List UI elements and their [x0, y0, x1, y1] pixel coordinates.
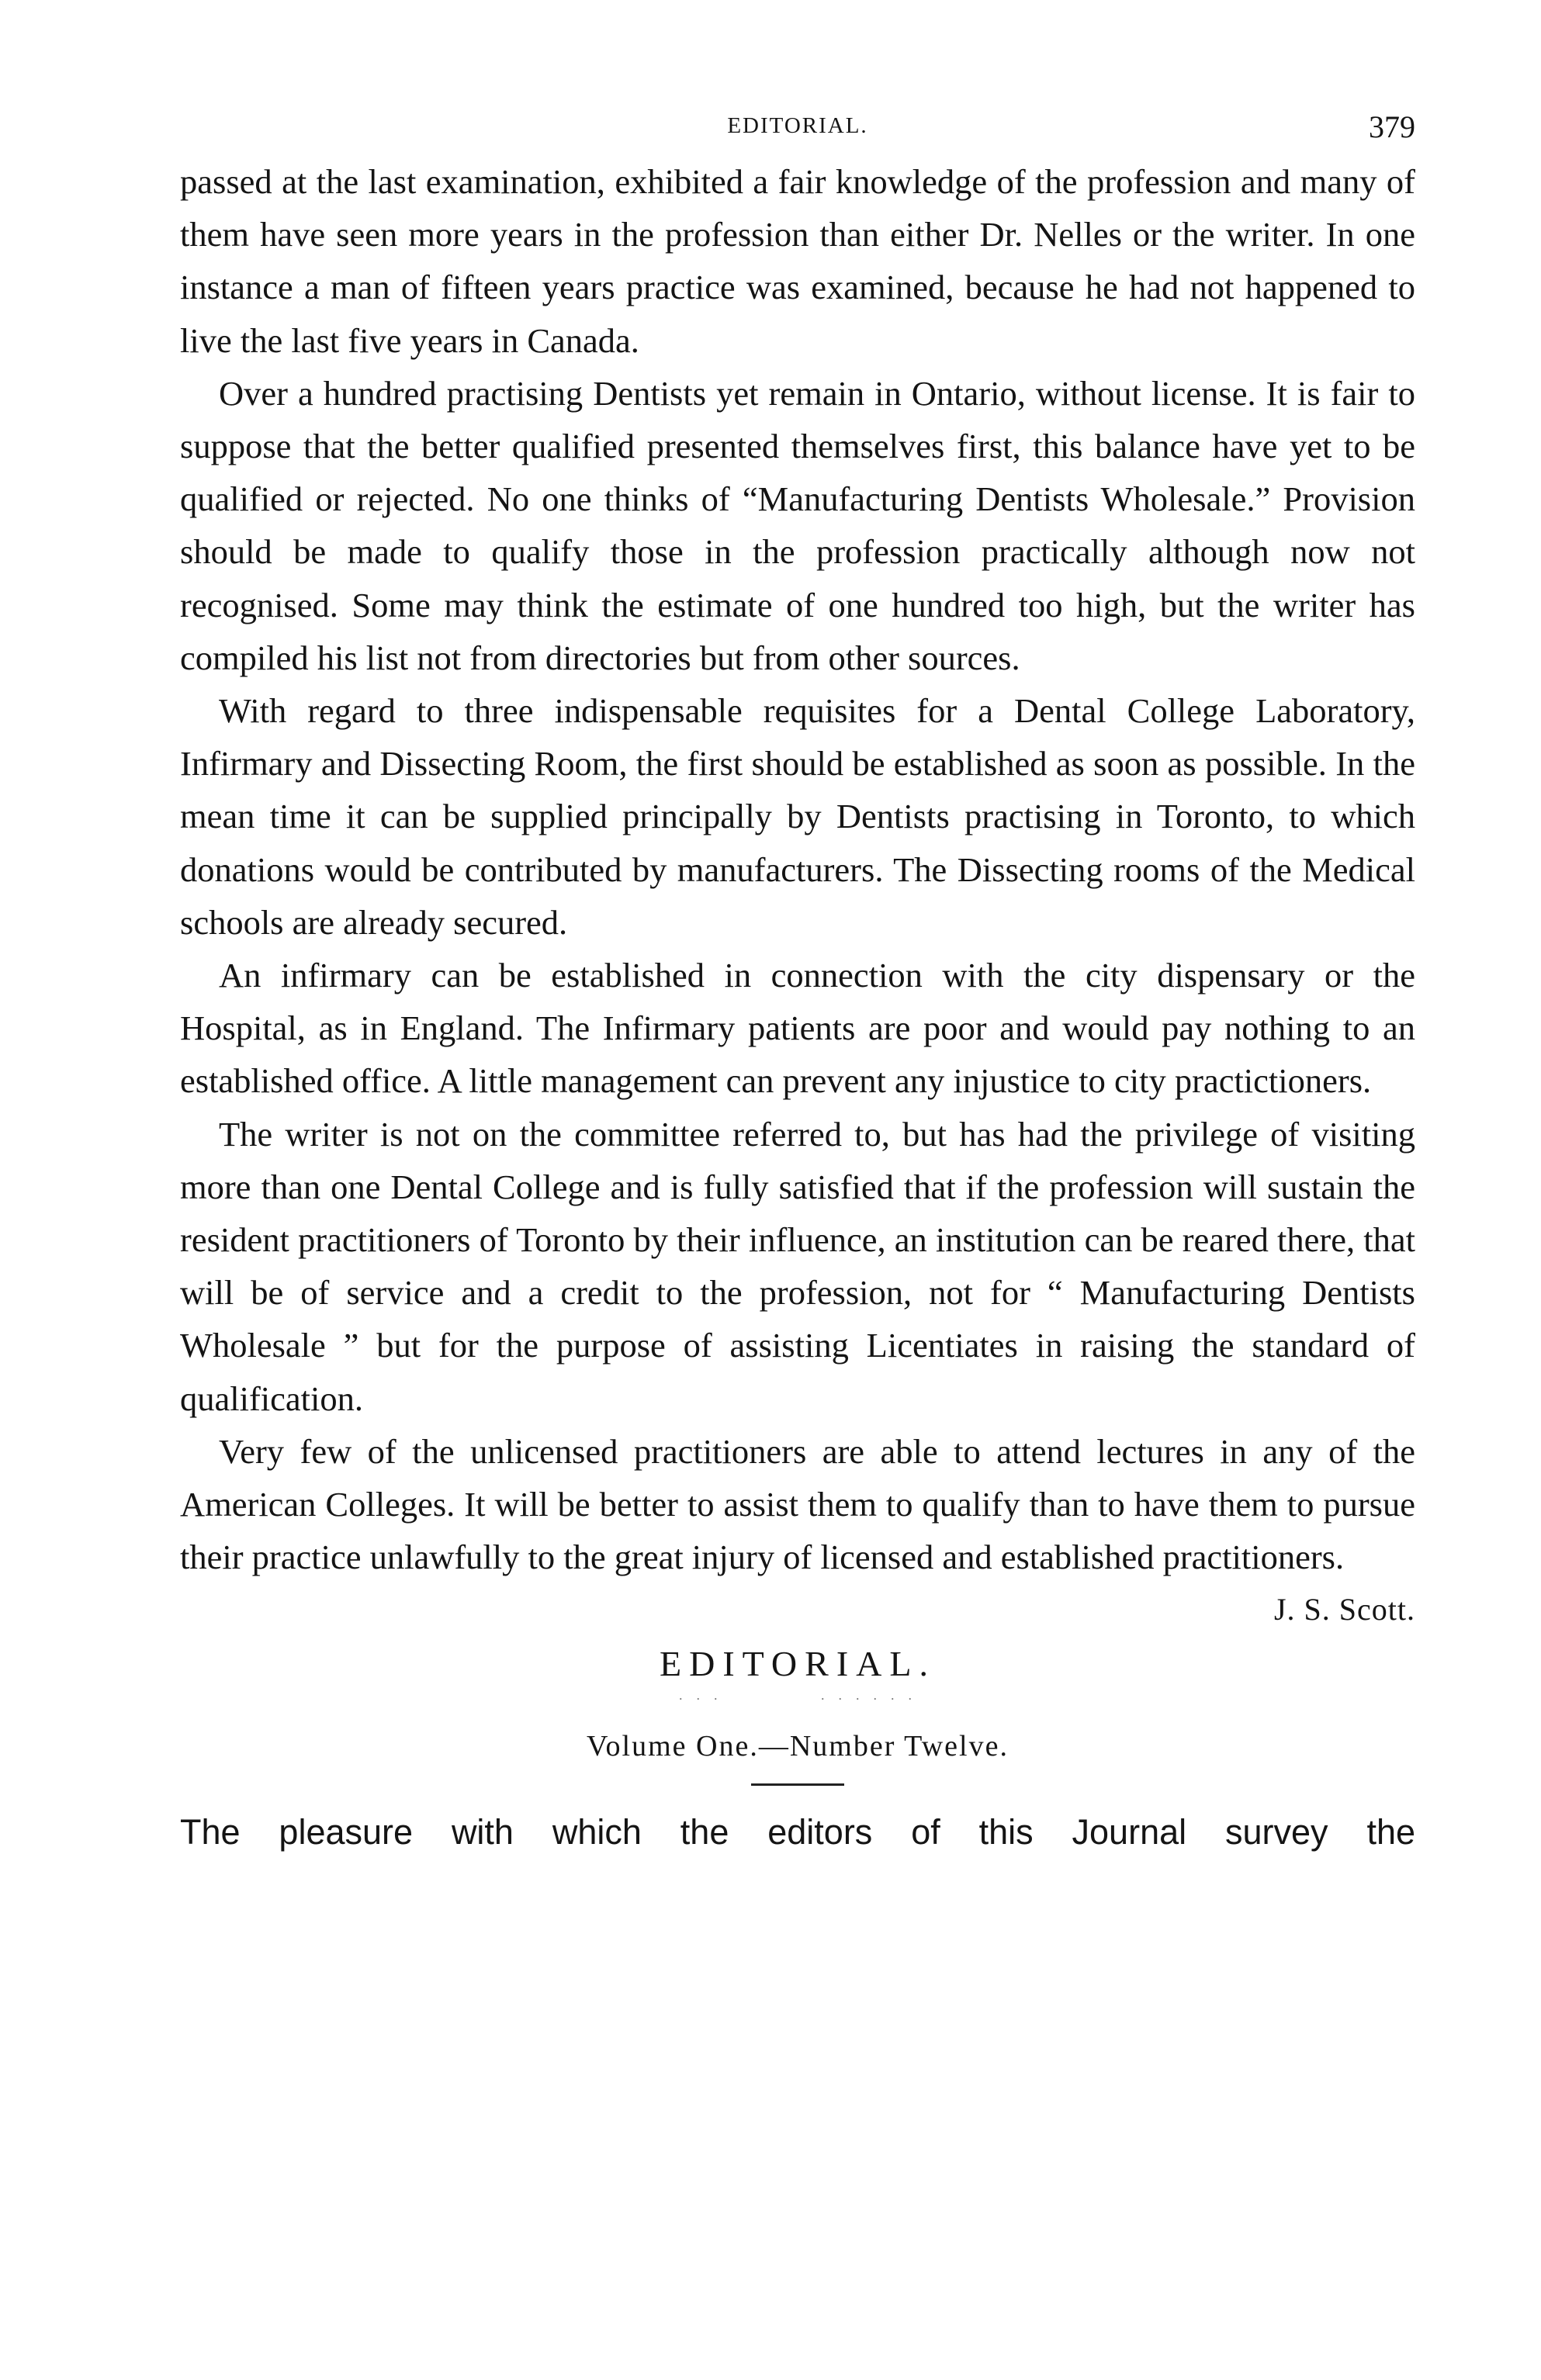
page-number: 379: [1369, 109, 1415, 144]
document-page: [180, 109, 1415, 1859]
next-article-opening-line: The pleasure with which the editors of this Journal survey the: [180, 1812, 1415, 1852]
article-body: [180, 155, 1415, 1583]
running-title: EDITORIAL.: [727, 113, 868, 138]
volume-subheading: Volume One.—Number Twelve.: [587, 1730, 1009, 1763]
short-rule-divider: [751, 1783, 844, 1786]
paragraph-3: With regard to three indispensable requisites for a Dental College Laboratory, Infirmary and Dissecting Room, the first should be established as soon as possible. In the mean time it can be supplied principally by Dentists practising in Toronto, to which donations would be contributed by manufacturers. The Dissecting rooms of the Medical schools are already secured.: [180, 691, 1415, 942]
running-head: [180, 109, 1415, 152]
paragraph-4: An infirmary can be established in connection with the city dispensary or the Hospital, as in England. The Infirmary patients are poor and would pay nothing to an established office. A little management can prevent any injustice to city practictioners.: [180, 956, 1415, 1101]
author-signature: J. S. Scott.: [1273, 1592, 1415, 1628]
paragraph-5: The writer is not on the committee referred to, but has had the privilege of visiting more than one Dental College and is fully satisfied that if the profession will sustain the resident practitioners of Toronto by their influence, an institution can be reared there, that will be of service and a credit to the profession, not for “ Manufacturing Dentists Wholesale ” but for the purpose of assisting Licentiates in raising the standard of qualification.: [180, 1114, 1415, 1418]
section-heading: EDITORIAL.: [660, 1644, 936, 1684]
paragraph-2: Over a hundred practising Dentists yet remain in Ontario, without license. It is fair to suppose that the better qualified presented themselves first, this balance have yet to be qualified or rejected. No one thinks of “Manufacturing Dentists Wholesale.” Provision should be made to qualify those in the profession practically although now not recognised. Some may think the estimate of one hundred too high, but the writer has compiled his list not from directories but from other sources.: [180, 373, 1415, 677]
paragraph-1: passed at the last examination, exhibited a fair knowledge of the profession and many of them have seen more years in the profession than either Dr. Nelles or the writer. In one instance a man of fifteen years practice was examined, because he had not happened to live the last five years in Canada.: [180, 162, 1415, 360]
paragraph-6: Very few of the unlicensed practitioners are able to attend lectures in any of the American Colleges. It will be better to assist them to qualify than to have them to pursue their practice unlawfully to the great injury of licensed and established practitioners.: [180, 1431, 1415, 1577]
printer-dots-divider: · · · · · · · · ·: [678, 1691, 917, 1707]
